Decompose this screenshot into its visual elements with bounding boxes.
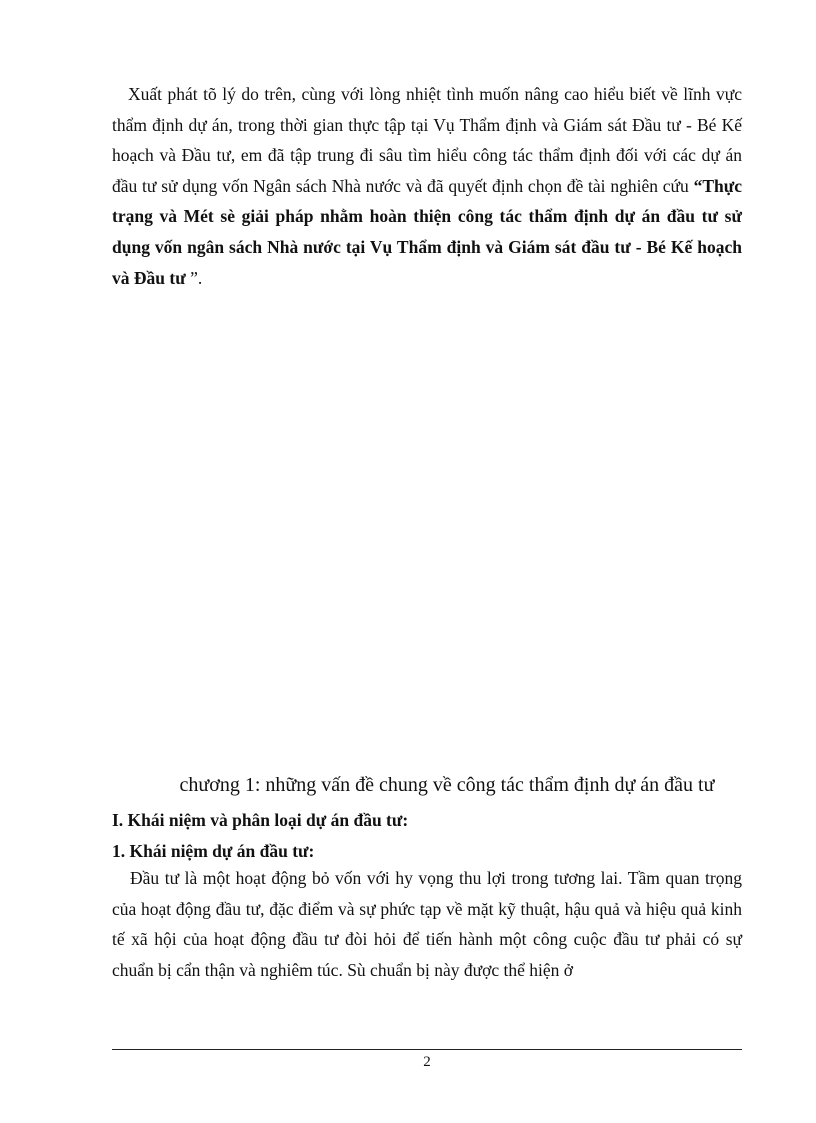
page-number: 2: [423, 1054, 431, 1070]
chapter-title: chương 1: những vấn đề chung về công tác thẩm định dự án đầu tư: [179, 774, 715, 796]
intro-lead-text: Xuất phát tõ lý do trên, cùng với lòng nhiệt tình muốn nâng cao hiểu biết về lĩnh vực thẩm định dự án, trong thời gian thực tập tại Vụ Thẩm định và Giám sát Đầu tư - Bé Kế hoạch và Đầu tư, em đã tập trung đi sâu tìm hiểu công tác thẩm định đối với các dự án đầu tư sử dụng vốn Ngân sách Nhà nước và đã quyết định chọn đề tài nghiên cứu: [112, 84, 742, 196]
section-heading: I. Khái niệm và phân loại dự án đầu tư:: [112, 810, 409, 830]
intro-paragraph: [112, 79, 742, 293]
intro-topic-text: “Thực trạng và Mét sè giải pháp nhằm hoàn thiện công tác thẩm định dự án đầu tư sử dụng vốn ngân sách Nhà nước tại Vụ Thẩm định và Giám sát đầu tư - Bé Kế hoạch và Đầu tư: [112, 175, 742, 288]
body-paragraph: Đầu tư là một hoạt động bỏ vốn với hy vọng thu lợi trong tương lai. Tầm quan trọng của hoạt động đầu tư, đặc điểm và sự phức tạp về mặt kỹ thuật, hậu quả và hiệu quả kinh tế xã hội của hoạt động đầu tư đòi hỏi để tiến hành một công cuộc đầu tư phải có sự chuẩn bị cẩn thận và nghiêm túc. Sù chuẩn bị này được thể hiện ở: [112, 868, 742, 980]
footer-divider: [112, 1049, 742, 1050]
subsection-heading: 1. Khái niệm dự án đầu tư:: [112, 841, 315, 861]
intro-tail-text: ”.: [185, 267, 203, 288]
